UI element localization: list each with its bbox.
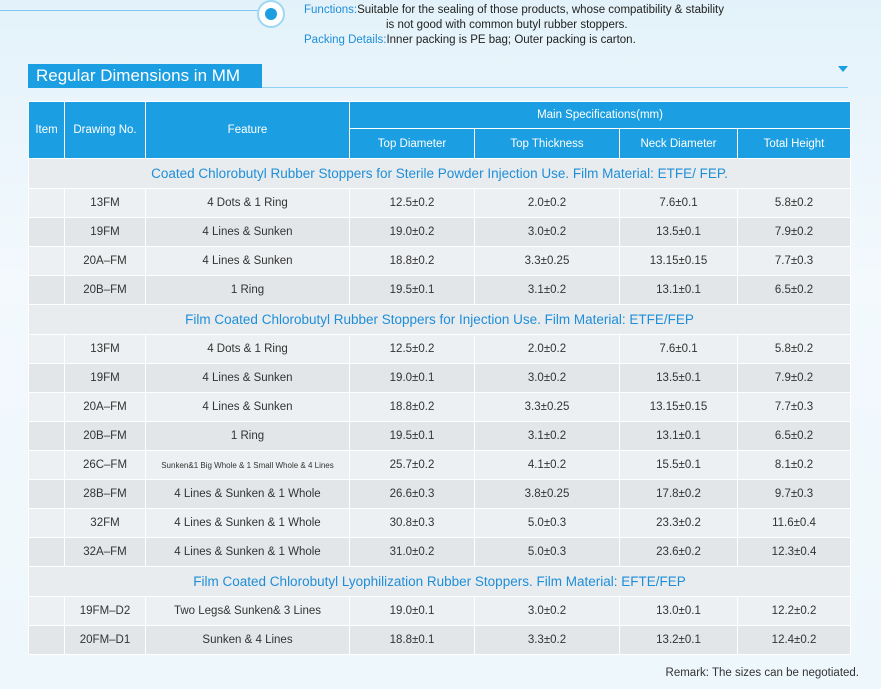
cell-drawing-no: 20B–FM [65, 276, 146, 305]
cell-total-height: 8.1±0.2 [738, 451, 851, 480]
cell-neck-diameter: 17.8±0.2 [620, 480, 738, 509]
cell-top-thickness: 3.8±0.25 [475, 480, 620, 509]
cell-neck-diameter: 13.5±0.1 [620, 218, 738, 247]
cell-neck-diameter: 13.5±0.1 [620, 364, 738, 393]
cell-feature: 1 Ring [146, 422, 350, 451]
cell-top-thickness: 2.0±0.2 [475, 189, 620, 218]
header-total-height: Total Height [738, 129, 851, 159]
cell-item [29, 189, 65, 218]
functions-text-2: is not good with common butyl rubber stoppers. [386, 19, 628, 31]
cell-feature: 4 Dots & 1 Ring [146, 189, 350, 218]
header-neck-diameter: Neck Diameter [620, 129, 738, 159]
cell-drawing-no: 32A–FM [65, 538, 146, 567]
cell-item [29, 393, 65, 422]
cell-neck-diameter: 13.1±0.1 [620, 276, 738, 305]
cell-top-diameter: 19.0±0.1 [350, 597, 475, 626]
cell-item [29, 247, 65, 276]
cell-total-height: 9.7±0.3 [738, 480, 851, 509]
cell-drawing-no: 19FM [65, 364, 146, 393]
cell-feature: 4 Dots & 1 Ring [146, 335, 350, 364]
dimensions-table [28, 101, 851, 655]
group-header-row [29, 305, 851, 335]
cell-total-height: 6.5±0.2 [738, 422, 851, 451]
table-body [29, 159, 851, 655]
cell-top-diameter: 19.5±0.1 [350, 276, 475, 305]
section-title: Regular Dimensions in MM [28, 64, 262, 88]
cell-feature: 4 Lines & Sunken [146, 218, 350, 247]
functions-text: Suitable for the sealing of those products, whose compatibility & stability [357, 4, 724, 16]
packing-line [304, 33, 724, 48]
table-row [29, 451, 851, 480]
product-info [304, 3, 724, 48]
cell-total-height: 5.8±0.2 [738, 189, 851, 218]
cell-feature: 4 Lines & Sunken [146, 247, 350, 276]
cell-neck-diameter: 13.15±0.15 [620, 247, 738, 276]
cell-neck-diameter: 13.15±0.15 [620, 393, 738, 422]
cell-feature: 4 Lines & Sunken [146, 364, 350, 393]
group-title: Film Coated Chlorobutyl Lyophilization Rubber Stoppers. Film Material: EFTE/FEP [29, 567, 851, 597]
cell-total-height: 12.3±0.4 [738, 538, 851, 567]
cell-top-thickness: 2.0±0.2 [475, 335, 620, 364]
cell-neck-diameter: 13.1±0.1 [620, 422, 738, 451]
cell-neck-diameter: 13.0±0.1 [620, 597, 738, 626]
cell-top-thickness: 3.1±0.2 [475, 276, 620, 305]
cell-top-diameter: 19.0±0.1 [350, 364, 475, 393]
table-row [29, 393, 851, 422]
cell-item [29, 626, 65, 655]
cell-top-thickness: 3.3±0.25 [475, 393, 620, 422]
cell-item [29, 335, 65, 364]
caret-down-icon[interactable] [838, 66, 848, 72]
table-row [29, 509, 851, 538]
functions-line [304, 3, 724, 18]
table-row [29, 597, 851, 626]
packing-text: Inner packing is PE bag; Outer packing is carton. [386, 34, 636, 46]
cell-item [29, 451, 65, 480]
cell-feature: 4 Lines & Sunken [146, 393, 350, 422]
cell-item [29, 597, 65, 626]
cell-feature: Sunken&1 Big Whole & 1 Small Whole & 4 Lines [146, 451, 350, 480]
cell-feature: 4 Lines & Sunken & 1 Whole [146, 509, 350, 538]
cell-item [29, 218, 65, 247]
group-header-row [29, 567, 851, 597]
cell-top-diameter: 12.5±0.2 [350, 189, 475, 218]
cell-neck-diameter: 23.3±0.2 [620, 509, 738, 538]
packing-label: Packing Details: [304, 34, 387, 46]
cell-drawing-no: 20A–FM [65, 247, 146, 276]
cell-drawing-no: 19FM [65, 218, 146, 247]
cell-total-height: 6.5±0.2 [738, 276, 851, 305]
cell-total-height: 7.7±0.3 [738, 393, 851, 422]
cell-top-thickness: 3.0±0.2 [475, 218, 620, 247]
header-drawing-no: Drawing No. [65, 102, 146, 159]
cell-total-height: 7.7±0.3 [738, 247, 851, 276]
cell-feature: 1 Ring [146, 276, 350, 305]
cell-top-thickness: 3.3±0.25 [475, 247, 620, 276]
cell-drawing-no: 20FM–D1 [65, 626, 146, 655]
header-feature: Feature [146, 102, 350, 159]
cell-total-height: 7.9±0.2 [738, 364, 851, 393]
table-row [29, 335, 851, 364]
cell-drawing-no: 20B–FM [65, 422, 146, 451]
group-title: Coated Chlorobutyl Rubber Stoppers for Sterile Powder Injection Use. Film Material: ETFE/ FEP. [29, 159, 851, 189]
cell-total-height: 7.9±0.2 [738, 218, 851, 247]
cell-top-diameter: 12.5±0.2 [350, 335, 475, 364]
cell-top-diameter: 31.0±0.2 [350, 538, 475, 567]
cell-feature: 4 Lines & Sunken & 1 Whole [146, 480, 350, 509]
cell-neck-diameter: 15.5±0.1 [620, 451, 738, 480]
cell-top-thickness: 3.0±0.2 [475, 364, 620, 393]
header-top-thickness: Top Thickness [475, 129, 620, 159]
group-header-row [29, 159, 851, 189]
cell-top-diameter: 19.5±0.1 [350, 422, 475, 451]
cell-total-height: 5.8±0.2 [738, 335, 851, 364]
cell-feature: Two Legs& Sunken& 3 Lines [146, 597, 350, 626]
cell-top-thickness: 4.1±0.2 [475, 451, 620, 480]
table-row [29, 247, 851, 276]
cell-feature: Sunken & 4 Lines [146, 626, 350, 655]
cell-top-thickness: 3.0±0.2 [475, 597, 620, 626]
cell-item [29, 509, 65, 538]
cell-drawing-no: 13FM [65, 335, 146, 364]
table-row [29, 626, 851, 655]
header-top-diameter: Top Diameter [350, 129, 475, 159]
functions-line-2 [304, 18, 724, 33]
cell-drawing-no: 26C–FM [65, 451, 146, 480]
cell-top-diameter: 26.6±0.3 [350, 480, 475, 509]
cell-neck-diameter: 7.6±0.1 [620, 189, 738, 218]
cell-item [29, 364, 65, 393]
cell-top-thickness: 3.1±0.2 [475, 422, 620, 451]
cell-feature: 4 Lines & Sunken & 1 Whole [146, 538, 350, 567]
cell-total-height: 12.2±0.2 [738, 597, 851, 626]
table-row [29, 422, 851, 451]
section-header [28, 64, 848, 88]
cell-top-thickness: 5.0±0.3 [475, 509, 620, 538]
table-row [29, 218, 851, 247]
table-row [29, 276, 851, 305]
cell-item [29, 422, 65, 451]
cell-top-thickness: 3.3±0.2 [475, 626, 620, 655]
bullet-circle-icon [257, 0, 285, 28]
cell-item [29, 538, 65, 567]
cell-top-diameter: 19.0±0.2 [350, 218, 475, 247]
section-divider [262, 87, 848, 88]
table-row [29, 189, 851, 218]
cell-total-height: 12.4±0.2 [738, 626, 851, 655]
cell-neck-diameter: 23.6±0.2 [620, 538, 738, 567]
cell-drawing-no: 32FM [65, 509, 146, 538]
cell-item [29, 480, 65, 509]
decorative-line [0, 10, 262, 11]
cell-item [29, 276, 65, 305]
cell-top-diameter: 18.8±0.2 [350, 247, 475, 276]
table-row [29, 364, 851, 393]
table-row [29, 480, 851, 509]
cell-drawing-no: 28B–FM [65, 480, 146, 509]
cell-neck-diameter: 13.2±0.1 [620, 626, 738, 655]
functions-label: Functions: [304, 4, 358, 16]
table-row [29, 538, 851, 567]
cell-drawing-no: 13FM [65, 189, 146, 218]
cell-top-thickness: 5.0±0.3 [475, 538, 620, 567]
cell-neck-diameter: 7.6±0.1 [620, 335, 738, 364]
cell-drawing-no: 20A–FM [65, 393, 146, 422]
remark-note: Remark: The sizes can be negotiated. [665, 667, 859, 679]
cell-top-diameter: 25.7±0.2 [350, 451, 475, 480]
cell-top-diameter: 18.8±0.2 [350, 393, 475, 422]
cell-drawing-no: 19FM–D2 [65, 597, 146, 626]
cell-top-diameter: 30.8±0.3 [350, 509, 475, 538]
cell-top-diameter: 18.8±0.1 [350, 626, 475, 655]
cell-total-height: 11.6±0.4 [738, 509, 851, 538]
header-item: Item [29, 102, 65, 159]
group-title: Film Coated Chlorobutyl Rubber Stoppers for Injection Use. Film Material: ETFE/FEP [29, 305, 851, 335]
header-main-specifications: Main Specifications(mm) [350, 102, 851, 129]
